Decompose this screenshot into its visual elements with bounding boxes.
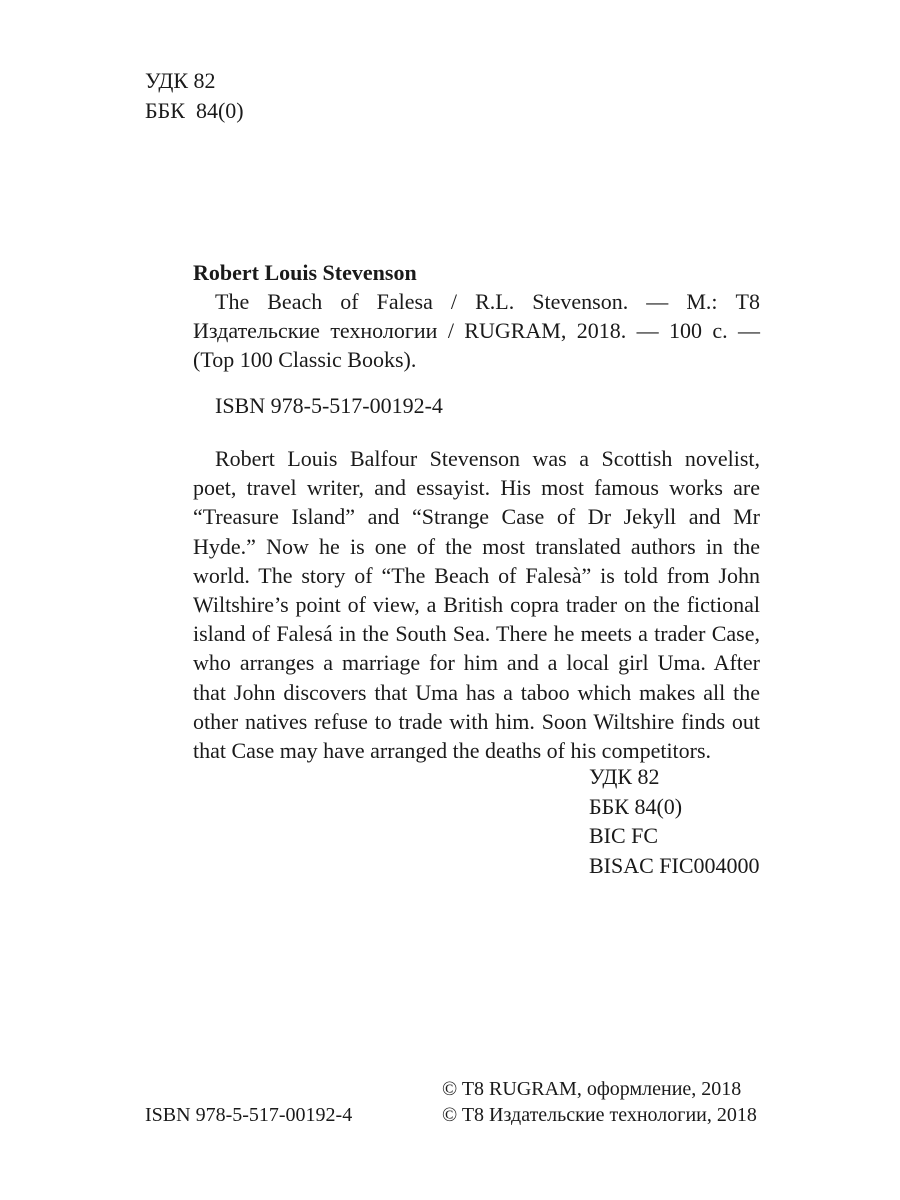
- bbk-code: ББК 84(0): [589, 793, 683, 819]
- copyright-design: © T8 RUGRAM, оформление, 2018: [442, 1078, 742, 1100]
- header-bbk-code: ББК 84(0): [145, 98, 244, 123]
- bic-code: BIC FC: [589, 823, 659, 848]
- bisac-code: BISAC FIC004000: [589, 852, 760, 878]
- header-classification-codes: [145, 66, 244, 126]
- isbn-line: ISBN 978-5-517-00192-4: [215, 393, 443, 418]
- author-name: Robert Louis Stevenson: [193, 260, 417, 285]
- copyright-publisher: © T8 Издательские технологии, 2018: [442, 1104, 757, 1126]
- udk-code: УДК 82: [589, 764, 660, 789]
- copyright-notices: [442, 1076, 757, 1128]
- footer-isbn: ISBN 978-5-517-00192-4: [145, 1104, 353, 1126]
- book-annotation: Robert Louis Balfour Stevenson was a Scottish novelist, poet, travel writer, and essayist. His most famous works are “Treasure Island” and “Strange Case of Dr Jekyll and Mr Hyde.” Now he is one of the most translated authors in the world. The story of “The Beach of Falesà” is told from John Wiltshire’s point of view, a British copra trader on the fictional island of Falesá in the South Sea. There he meets a trader Case, who arranges a marriage for him and a local girl Uma. After that John discovers that Uma has a taboo which makes all the other natives refuse to trade with him. Soon Wiltshire finds out that Case may have arranged the deaths of his competitors.: [193, 446, 760, 764]
- header-udk-code: УДК 82: [145, 68, 216, 93]
- classification-codes: [589, 762, 760, 880]
- bibliographic-description: The Beach of Falesa / R.L. Stevenson. — М.: T8 Издательские технологии / RUGRAM, 2018. — 100 с. — (Top 100 Classic Books).: [193, 289, 760, 372]
